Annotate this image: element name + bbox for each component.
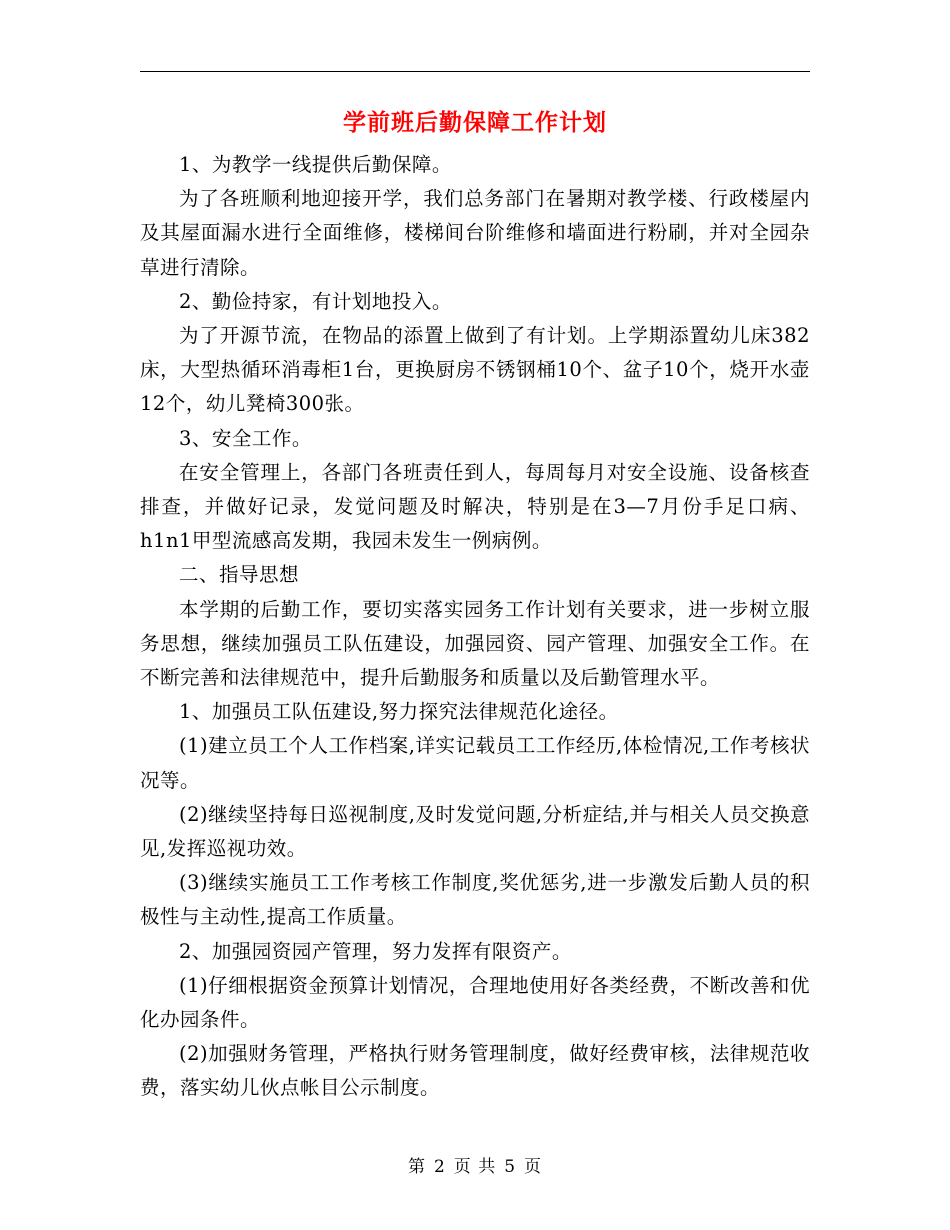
footer-middle: 页 共 bbox=[453, 1157, 497, 1177]
paragraph: 1、为教学一线提供后勤保障。 bbox=[179, 153, 452, 176]
paragraph: 本学期的后勤工作，要切实落实园务工作计划有关要求，进一步树立服务思想，继续加强员工队伍建设，加强园资、园产管理、加强安全工作。在不断完善和法律规范中，提升后勤服务和质量以及后勤管理水平。 bbox=[140, 597, 810, 690]
paragraph: (1)仔细根据资金预算计划情况，合理地使用好各类经费，不断改善和优化办园条件。 bbox=[140, 973, 810, 1032]
paragraph: 3、安全工作。 bbox=[179, 426, 312, 450]
document-body bbox=[140, 148, 810, 1106]
paragraph: 在安全管理上，各部门各班责任到人，每周每月对安全设施、设备核查排查，并做好记录，发觉问题及时解决，特别是在3—7月份手足口病、h1n1甲型流感高发期，我园未发生一例病例。 bbox=[140, 460, 810, 553]
document-title: 学前班后勤保障工作计划 bbox=[343, 109, 607, 136]
paragraph: (2)继续坚持每日巡视制度,及时发觉问题,分析症结,并与相关人员交换意见,发挥巡视功效。 bbox=[140, 802, 810, 861]
paragraph: 二、指导思想 bbox=[179, 563, 300, 587]
footer-suffix: 页 bbox=[524, 1157, 543, 1177]
paragraph: 2、加强园资园产管理，努力发挥有限资产。 bbox=[179, 939, 572, 963]
footer-prefix: 第 bbox=[407, 1157, 426, 1177]
page-footer bbox=[0, 1152, 950, 1177]
total-page-count: 5 bbox=[504, 1157, 517, 1177]
paragraph: (3)继续实施员工工作考核工作制度,奖优惩劣,进一步激发后勤人员的积极性与主动性,提高工作质量。 bbox=[140, 871, 810, 929]
paragraph: (2)加强财务管理，严格执行财务管理制度，做好经费审核，法律规范收费，落实幼儿伙点帐目公示制度。 bbox=[140, 1042, 810, 1100]
paragraph: 为了开源节流，在物品的添置上做到了有计划。上学期添置幼儿床382床，大型热循环消毒柜1台，更换厨房不锈钢桶10个、盆子10个，烧开水壶12个，幼儿凳椅300张。 bbox=[140, 324, 810, 416]
paragraph: 1、加强员工队伍建设,努力探究法律规范化途径。 bbox=[179, 700, 619, 724]
current-page-number: 2 bbox=[433, 1157, 446, 1177]
paragraph: 2、勤俭持家，有计划地投入。 bbox=[179, 289, 452, 313]
paragraph: (1)建立员工个人工作档案,详实记载员工工作经历,体检情况,工作考核状况等。 bbox=[140, 734, 810, 792]
header-rule bbox=[140, 71, 810, 72]
paragraph: 为了各班顺利地迎接开学，我们总务部门在暑期对教学楼、行政楼屋内及其屋面漏水进行全面维修，楼梯间台阶维修和墙面进行粉刷，并对全园杂草进行清除。 bbox=[140, 187, 810, 279]
